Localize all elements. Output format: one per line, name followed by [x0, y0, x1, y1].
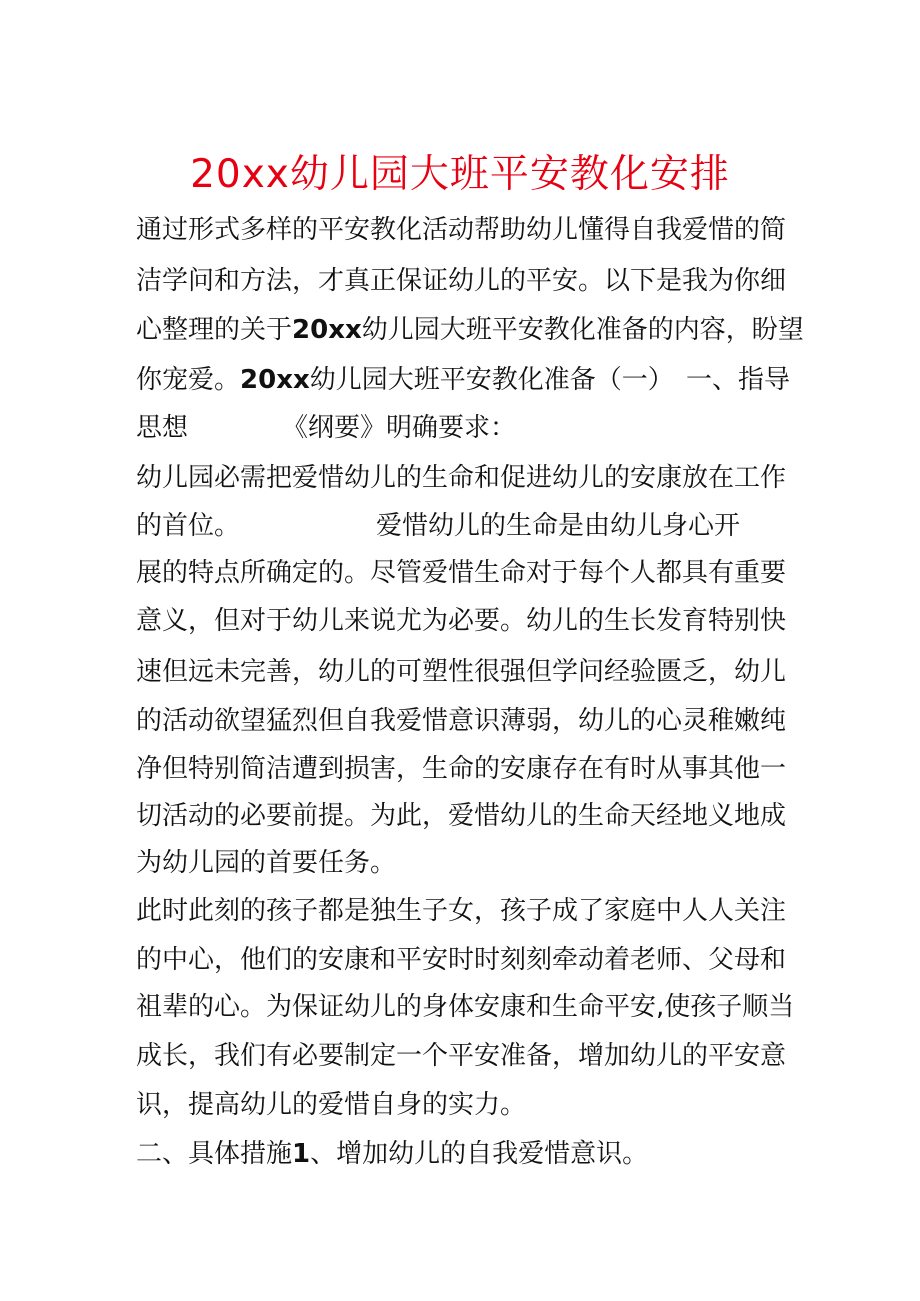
paragraph-line [136, 310, 804, 350]
paragraph-line: 的中心，他们的安康和平安时时刻刻牵动着老师、父母和 [136, 945, 787, 975]
year-text: 20xx [240, 365, 310, 395]
text-run: 幼儿园大班平安教化准备（一） [309, 365, 674, 395]
paragraph-line: 展的特点所确定的。尽管爱惜生命对于每个人都具有重要 [136, 558, 787, 588]
text-run: 幼儿园大班平安教化准备的内容，盼望 [361, 315, 804, 345]
paragraph-line: 成长，我们有必要制定一个平安准备，增加幼儿的平安意 [136, 1041, 787, 1071]
list-number: 1 [292, 1139, 311, 1169]
paragraph-line: 意义，但对于幼儿来说尤为必要。幼儿的生长发育特别快 [136, 606, 787, 636]
paragraph-line: 净但特别简洁遭到损害，生命的安康存在有时从事其他一 [136, 754, 787, 784]
text-run [136, 360, 674, 400]
paragraph-line: 祖辈的心。为保证幼儿的身体安康和生命平安,使孩子顺当 [136, 992, 795, 1022]
year-text: 20xx [292, 315, 362, 345]
paragraph-line [136, 1134, 648, 1174]
text-run: 、增加幼儿的自我爱惜意识。 [310, 1139, 649, 1169]
paragraph-line: 幼儿园必需把爱惜幼儿的生命和促进幼儿的安康放在工作 [136, 463, 787, 493]
paragraph-line: 洁学问和方法，才真正保证幼儿的平安。以下是我为你细 [136, 266, 787, 296]
paragraph-line: 为幼儿园的首要任务。 [136, 848, 397, 878]
paragraph-line [136, 408, 188, 448]
section-heading: 一、指导 [685, 365, 790, 395]
paragraph-line: 切活动的必要前提。为此，爱惜幼儿的生命天经地义地成 [136, 801, 787, 831]
text-run: 你宠爱。 [136, 365, 241, 395]
paragraph-line: 的首位。 [136, 511, 241, 541]
paragraph-line: 通过形式多样的平安教化活动帮助幼儿懂得自我爱惜的简 [136, 215, 787, 245]
paragraph-line: 爱惜幼儿的生命是由幼儿身心开 [376, 511, 741, 541]
paragraph-line: 识，提高幼儿的爱惜自身的实力。 [136, 1090, 527, 1120]
paragraph-line: 的活动欲望猛烈但自我爱惜意识薄弱，幼儿的心灵稚嫩纯 [136, 706, 787, 736]
paragraph-line: 此时此刻的孩子都是独生子女，孩子成了家庭中人人关注 [136, 896, 787, 926]
document-title: 20xx幼儿园大班平安教化安排 [190, 152, 730, 197]
section-heading: 二、具体措施 [136, 1139, 293, 1169]
paragraph-line: 《纲要》明确要求： [282, 413, 517, 443]
text-run: 思想 [136, 413, 189, 443]
text-run: 心整理的关于 [136, 315, 293, 345]
paragraph-line: 速但远未完善，幼儿的可塑性很强但学问经验匮乏，幼儿 [136, 657, 787, 687]
paragraph-line [136, 360, 790, 400]
